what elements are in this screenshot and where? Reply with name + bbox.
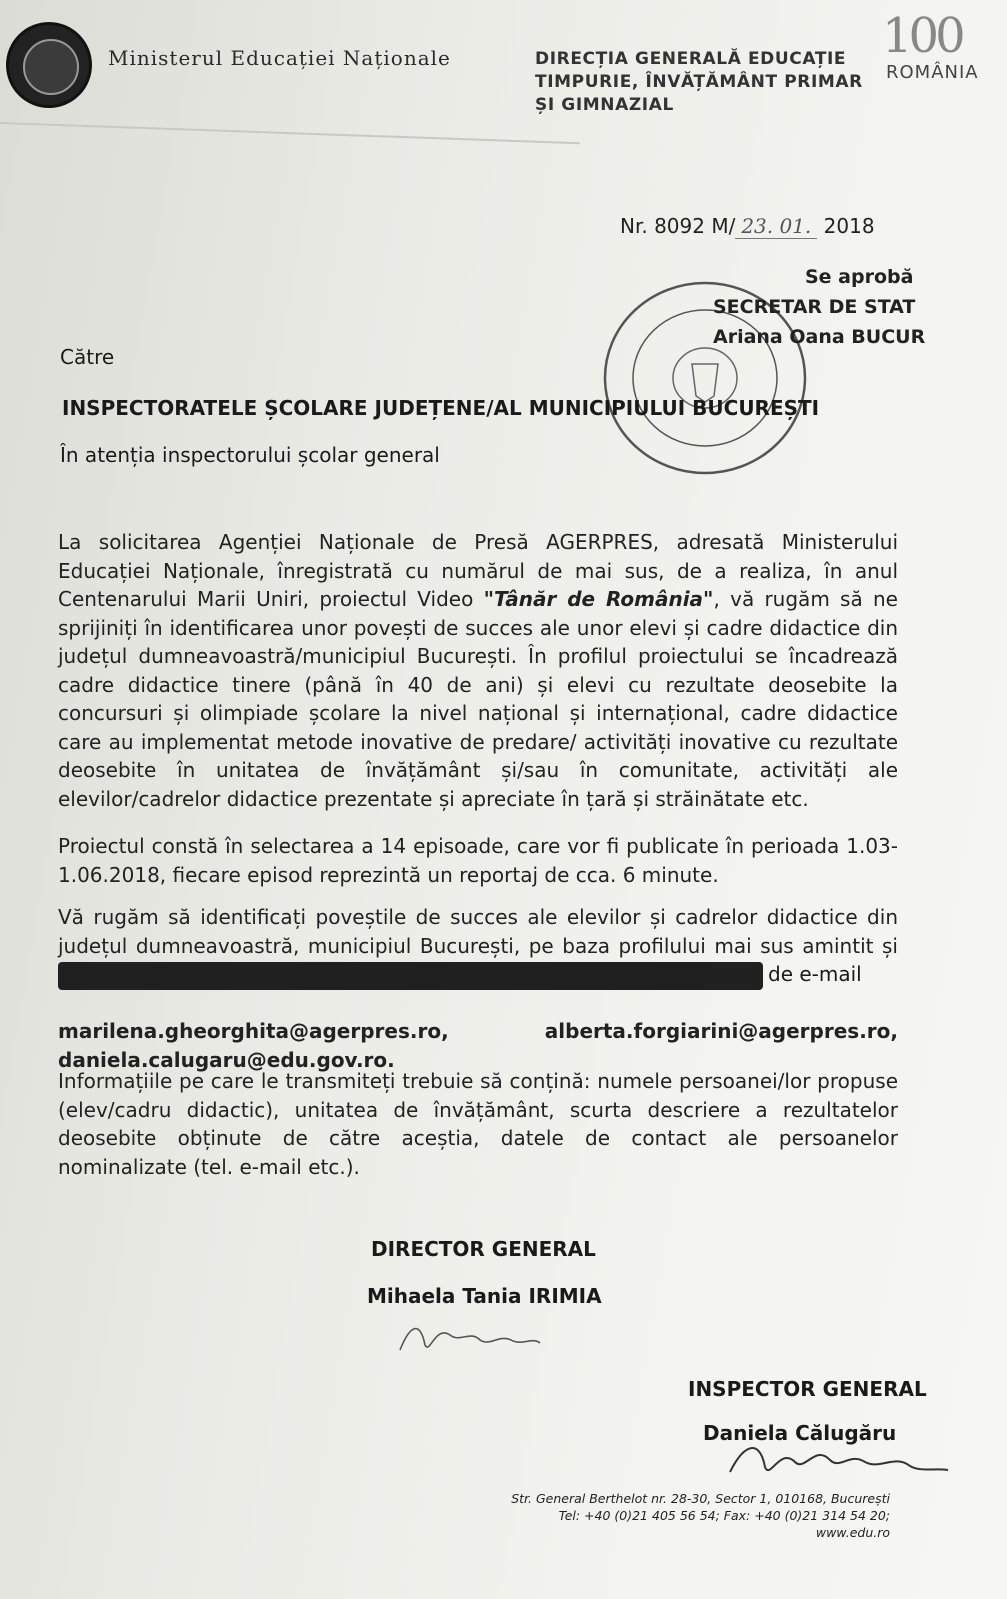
body-text: , vă rugăm să ne sprijiniți în identificarea unor povești de succes ale unor elevi și cadre didactice din județul dumneavoastră/municipiul București. În profilul proiectului se încadrează cadre didactice tinere (până în 40 de ani) și elevi cu rezultate deosebite la concursuri și olimpiade școlare la nivel național și internațional, cadre didactice care au implementat metode inovative de predare/ activități inovative cu rezultate deosebite în unitatea de învățământ și/sau în comunitate, activități ale elevilor/cadrelor didactice prezentate și apreciate în țară și străinătate etc. (58, 587, 898, 811)
director-title: DIRECTOR GENERAL (371, 1237, 596, 1261)
ministry-name: Ministerul Educației Naționale (108, 46, 451, 70)
government-seal-icon (6, 22, 92, 108)
direction-line: ȘI GIMNAZIAL (535, 95, 674, 115)
centenar-logo-text: ROMÂNIA (886, 62, 979, 83)
direction-line: TIMPURIE, ÎNVĂȚĂMÂNT PRIMAR (535, 72, 863, 92)
registration-prefix: Nr. 8092 M/ (620, 214, 736, 238)
registration-number (620, 214, 875, 238)
addressee-attention: În atenția inspectorului școlar general (60, 443, 440, 467)
approval-title: SECRETAR DE STAT (713, 296, 916, 318)
body-paragraph-2: Proiectul constă în selectarea a 14 episoade, care vor fi publicate în perioada 1.03-1.06.2018, fiecare episod reprezintă un reportaj de cca. 6 minute. (58, 834, 898, 887)
director-signature-icon (395, 1315, 545, 1360)
approval-name: Ariana Oana BUCUR (713, 326, 926, 348)
footer-address (500, 1490, 890, 1541)
inspector-signature-icon (720, 1432, 950, 1487)
inspector-title: INSPECTOR GENERAL (688, 1377, 927, 1401)
body-paragraph-1 (58, 528, 898, 813)
director-name: Mihaela Tania IRIMIA (367, 1284, 602, 1308)
body-text: de e-mail (768, 962, 862, 986)
footer-line: Tel: +40 (0)21 405 56 54; Fax: +40 (0)21 314 54 20; www.edu.ro (558, 1508, 890, 1540)
registration-date-handwritten: 23. 01. (735, 214, 817, 239)
centenar-logo-number: 100 (882, 8, 962, 64)
registration-year: 2018 (823, 214, 875, 238)
approval-label: Se aprobă (805, 266, 914, 288)
body-text: La solicitarea Agenției Naționale de Presă AGERPRES, adresată Ministerului Educației Naționale, înregistrată cu numărul de mai sus, de a realiza, în anul Centenarului Marii Uniri, proiectul Video (58, 530, 898, 611)
redaction-bar (58, 962, 763, 990)
inspector-name: Daniela Călugăru (703, 1421, 897, 1445)
email-list: marilena.gheorghita@agerpres.ro, alberta.forgiarini@agerpres.ro, daniela.calugaru@edu.gov.ro. (58, 1019, 898, 1072)
addressee-institution: INSPECTORATELE ȘCOLARE JUDEȚENE/AL MUNICIPIULUI BUCUREȘTI (62, 396, 820, 420)
approval-block (705, 262, 925, 352)
direction-line: DIRECȚIA GENERALĂ EDUCAȚIE (535, 49, 847, 69)
paper-fold-line (0, 122, 580, 144)
redacted-line-spacer (58, 989, 898, 1018)
direction-name (535, 48, 863, 117)
addressee-to: Către (60, 345, 115, 369)
body-paragraph-4: Informațiile pe care le transmiteți trebuie să conțină: numele persoanei/lor propuse (elev/cadru didactic), unitatea de învățământ, scurta descriere a rezultatelor deosebite obținute de către aceștia, datele de contact ale persoanelor nominalizate (tel. e-mail etc.). (58, 1069, 898, 1179)
body-text: Vă rugăm să identificați poveștile de succes ale elevilor și cadrelor didactice din județul dumneavoastră, municipiul București, pe baza profilului mai sus amintit și (58, 905, 898, 958)
footer-line: Str. General Berthelot nr. 28-30, Sector 1, 010168, București (511, 1491, 890, 1506)
project-title: "Tânăr de România" (483, 587, 714, 611)
